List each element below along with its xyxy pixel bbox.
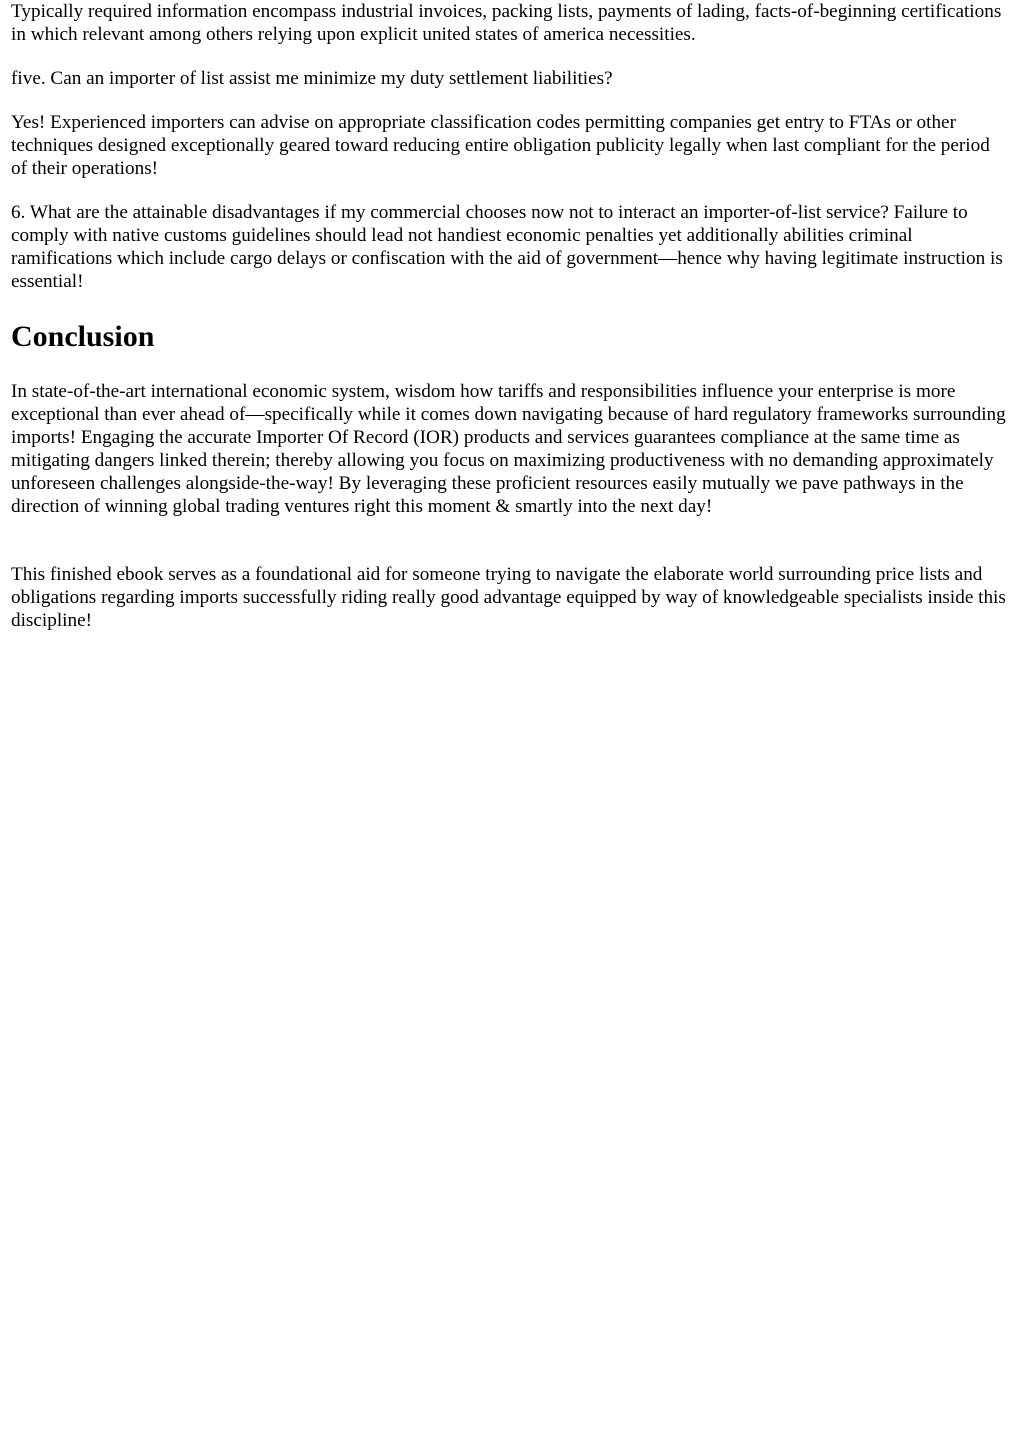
conclusion-paragraph-1: In state-of-the-art international economic system, wisdom how tariffs and responsibilities influence your enterprise is more exceptional than ever ahead of—specifically while it comes down navigating because of hard regulatory frameworks surrounding imports! Engaging the accurate Importer Of Record (IOR) products and services guarantees compliance at the same time as mitigating dangers linked therein; thereby allowing you focus on maximizing productiveness with no demanding approximately unforeseen challenges alongside-the-way! By leveraging these proficient resources easily mutually we pave pathways in the direction of winning global trading ventures right this moment & smartly into the next day! (11, 381, 1006, 517)
faq-question-5: five. Can an importer of list assist me minimize my duty settlement liabilities? (11, 68, 613, 89)
conclusion-paragraph-2: This finished ebook serves as a foundational aid for someone trying to navigate the elaborate world surrounding price lists and obligations regarding imports successfully riding really good advantage equipped by way of knowledgeable specialists inside this discipline! (11, 564, 1006, 631)
conclusion-heading: Conclusion (11, 320, 155, 353)
faq-question-answer-6: 6. What are the attainable disadvantages if my commercial chooses now not to interact an importer-of-list service? Failure to comply with native customs guidelines should lead not handiest economic penalties yet additionally abilities criminal ramifications which include cargo delays or confiscation with the aid of government—hence why having legitimate instruction is essential! (11, 202, 1003, 292)
paragraph-required-documents: Typically required information encompass industrial invoices, packing lists, payments of lading, facts-of-beginning certifications in which relevant among others relying upon explicit united states of america necessities. (11, 1, 1002, 45)
faq-answer-5: Yes! Experienced importers can advise on appropriate classification codes permitting companies get entry to FTAs or other techniques designed exceptionally geared toward reducing entire obligation publicity legally when last compliant for the period of their operations! (11, 112, 990, 179)
